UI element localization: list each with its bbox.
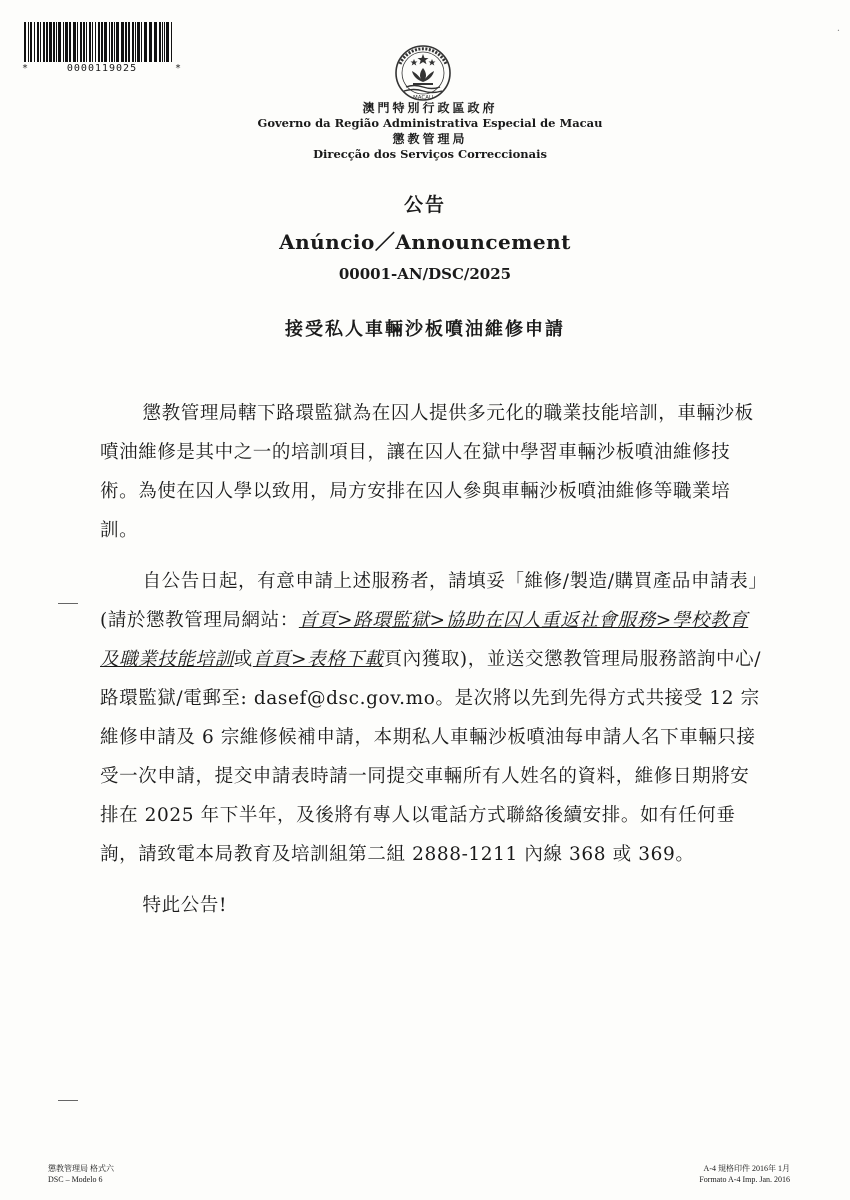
subject-heading: 接受私人車輛沙板噴油維修申請 [285,319,565,340]
paragraph-1: 懲教管理局轄下路環監獄為在囚人提供多元化的職業技能培訓，車輛沙板噴油維修是其中之一的培訓項目，讓在囚人在獄中學習車輛沙板噴油維修技術。為使在囚人學以致用，局方安排在囚人參與車輛沙板噴油維修等職業培訓。 [100,403,754,541]
paragraph-2-part-c: 頁內獲取)，並送交懲教管理局服務諮詢中心/路環監獄/電郵至: dasef@dsc.gov.mo。是次將以先到先得方式共接受 12 宗維修申請及 6 宗維修候補申請，本期私人車輛沙板噴油每申請人名下車輛只接受一次申請，提交申請表時請一同提交車輛所有人姓名的資料，維修日期將安排在 2025 年下半年，及後將有專人以電話方式聯絡後續安排。如有任何垂詢，請致電本局教育及培訓組第二組 2888-1211 內線 368 或 369。 [100,649,762,865]
title-en: Anúncio／Announcement [279,230,571,254]
macau-emblem-icon [390,44,456,106]
website-path-link-1[interactable]: 首頁>路環監獄>協助在囚人重返社會服務>學校教育及職業技能培訓 [100,610,749,670]
barcode-number: 0000119025 [66,63,138,74]
barcode-star-left: * [22,63,30,74]
website-path-link-2[interactable]: 首頁>表格下載 [252,649,384,670]
paragraph-2 [100,562,765,874]
barcode-number-row [22,63,182,74]
footer-print-spec [699,1163,790,1185]
footer-right-line-2: Formato A-4 Imp. Jan. 2016 [699,1175,790,1184]
footer-left-line-2: DSC – Modelo 6 [48,1175,103,1184]
announcement-body [100,394,765,925]
announcement-title-block [0,190,850,283]
paragraph-2-part-b: 或 [233,649,253,670]
dept-name-cn: 懲教管理局 [392,132,468,146]
closing-line: 特此公告! [142,895,227,916]
letterhead [0,100,850,162]
punch-mark-top [58,603,78,604]
gov-name-pt: Governo da Região Administrativa Especial de Macau [257,116,603,130]
emblem-label: MACAU [412,95,434,101]
barcode-star-right: * [174,63,182,74]
gov-name-cn: 澳門特別行政區政府 [362,101,498,115]
dept-name-pt: Direcção dos Serviços Correccionais [313,147,547,161]
title-cn: 公告 [403,194,446,216]
footer-right-line-1: A-4 規格印件 2016年 1月 [703,1164,790,1173]
barcode [24,22,174,62]
footer-left-line-1: 懲教管理局 格式六 [48,1164,114,1173]
corner-mark: · [836,26,840,37]
document-number: 00001-AN/DSC/2025 [338,265,512,283]
punch-mark-bottom [58,1100,78,1101]
paragraph-2-part-a: 自公告日起，有意申請上述服務者，請填妥「維修/製造/購買產品申請表」(請於懲教管理局網站： [100,571,759,631]
footer-form-id [48,1163,114,1185]
